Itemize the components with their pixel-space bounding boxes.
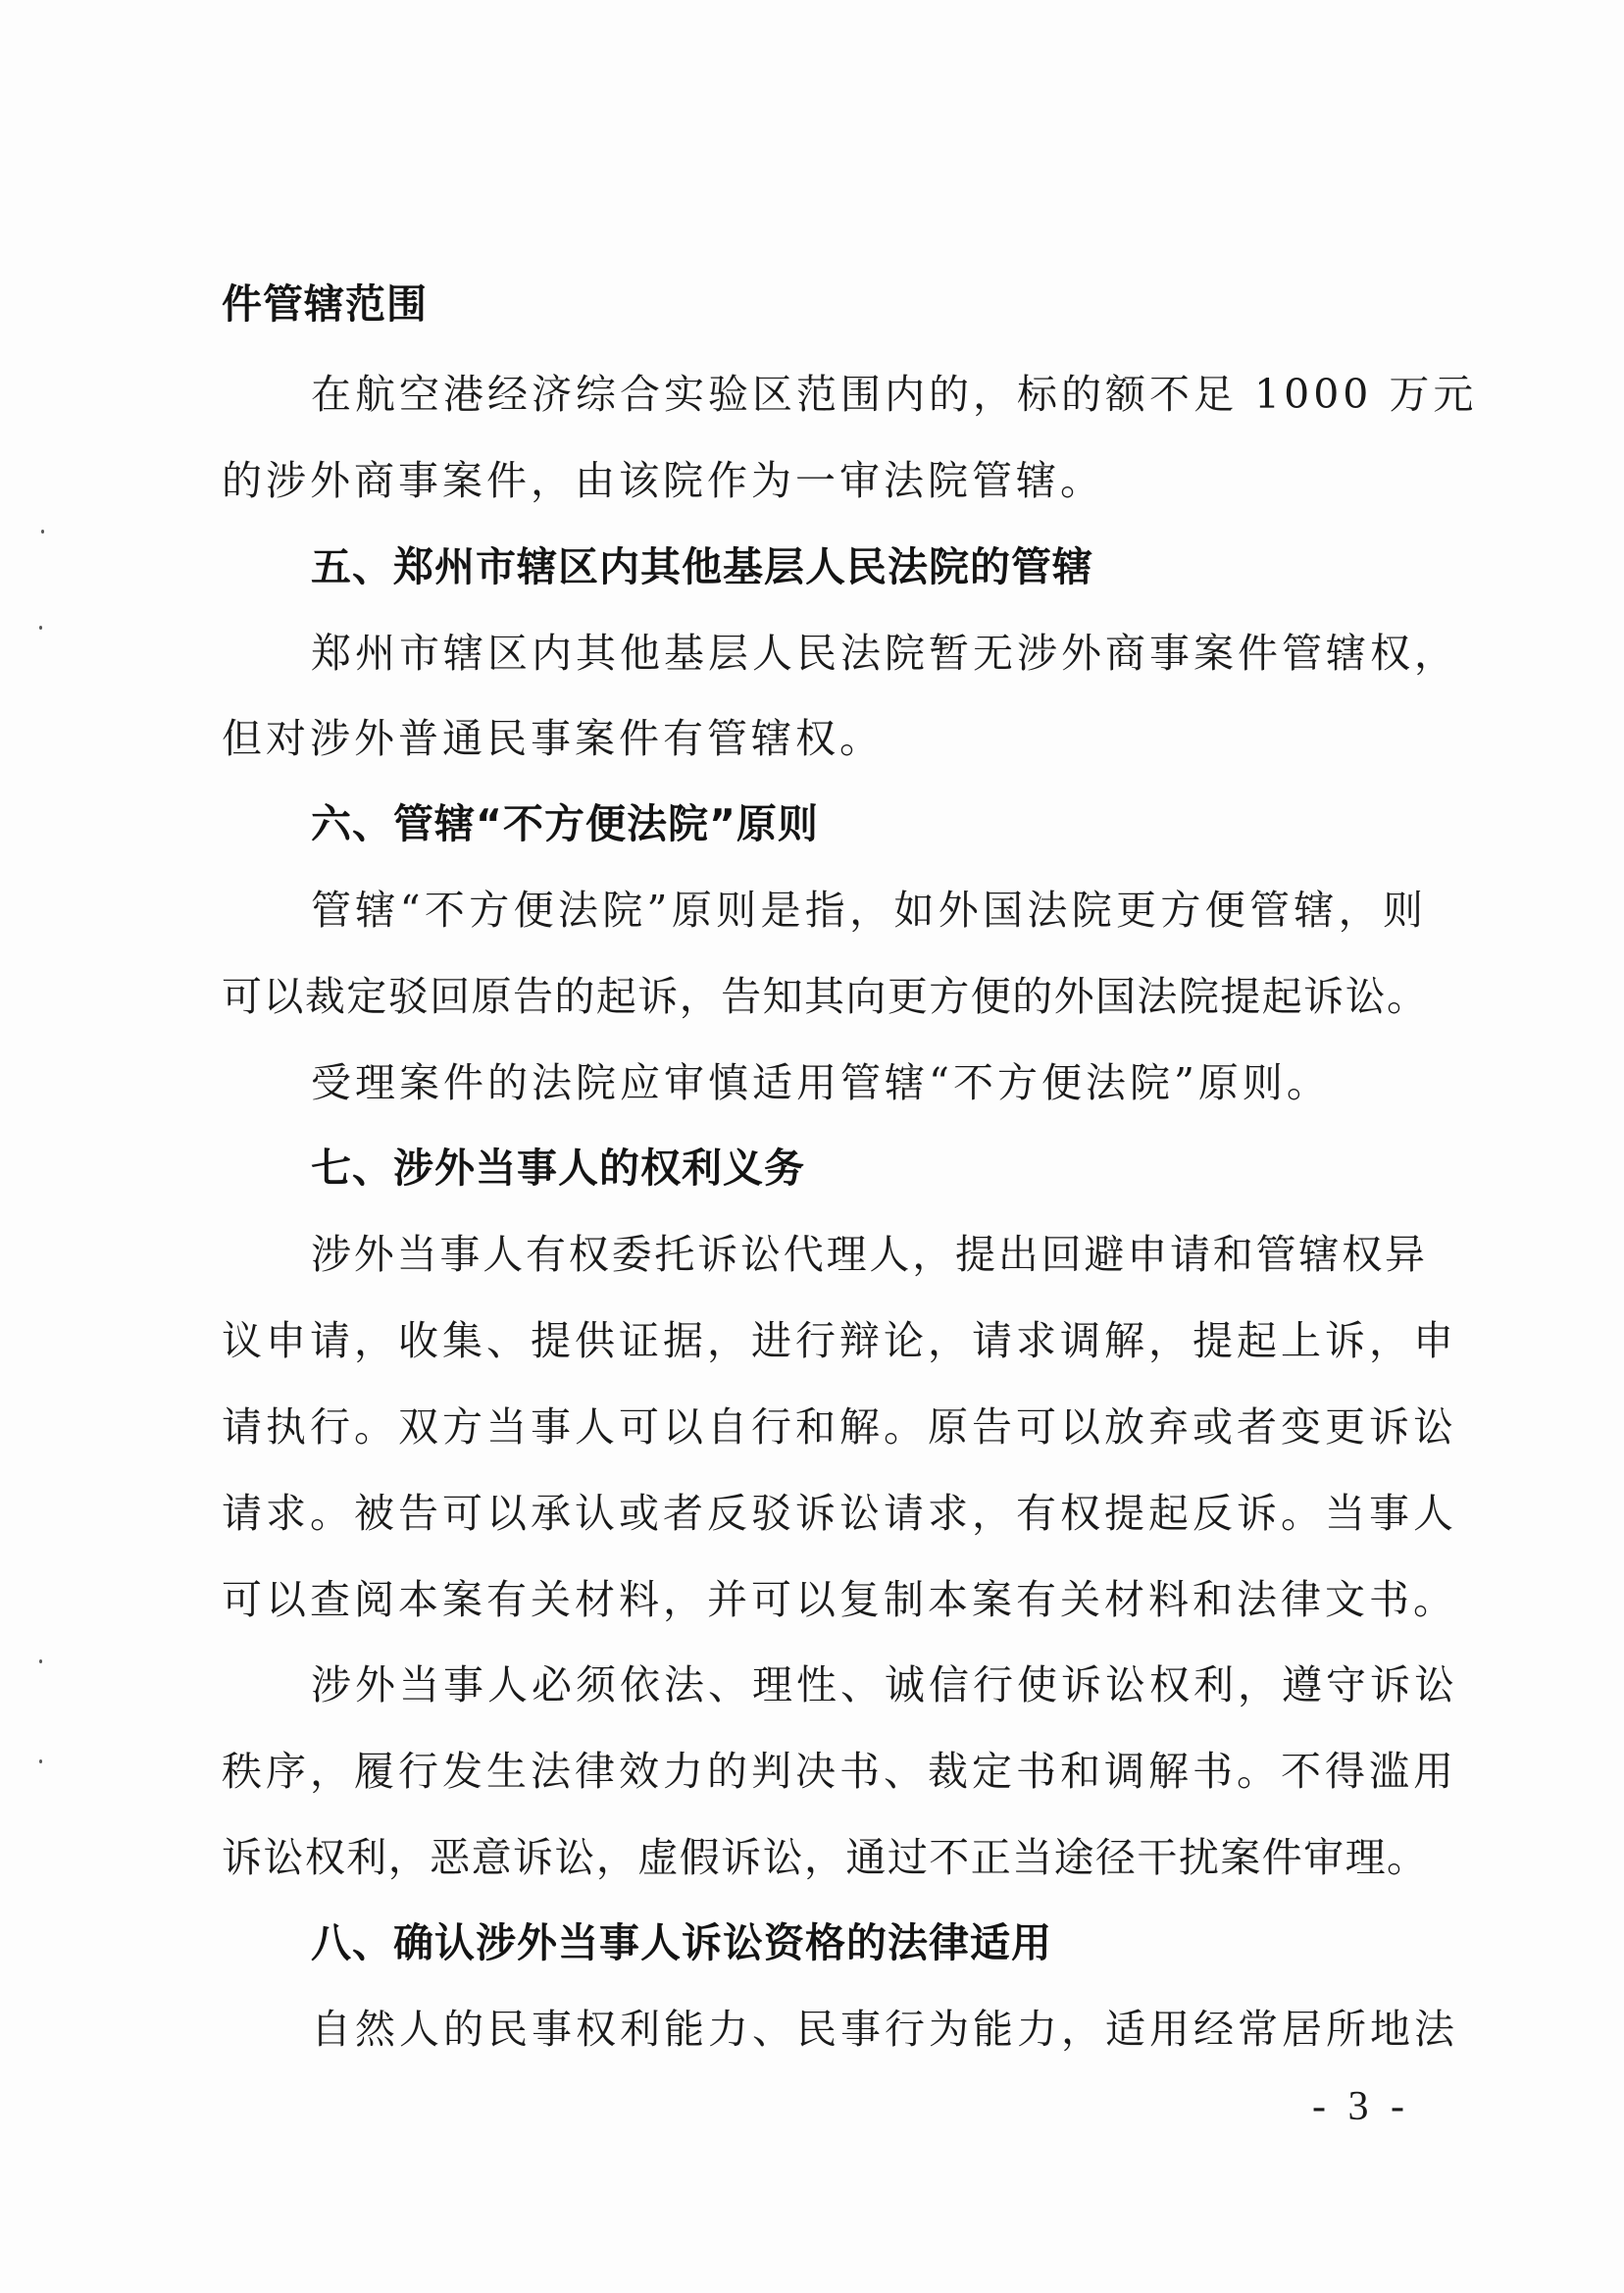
paragraph-line: 自然人的民事权利能力、民事行为能力，适用经常居所地法 (311, 2006, 1458, 2053)
paragraph-line: 但对涉外普通民事案件有管辖权。 (222, 715, 884, 762)
paragraph-line: 诉讼权利，恶意诉讼，虚假诉讼，通过不正当途径干扰案件审理。 (222, 1834, 1427, 1881)
paragraph-line: 秩序，履行发生法律效力的判决书、裁定书和调解书。不得滥用 (222, 1748, 1457, 1795)
section-heading-8: 八、确认涉外当事人诉讼资格的法律适用 (311, 1919, 1052, 1966)
paragraph-line: 可以裁定驳回原告的起诉，告知其向更方便的外国法院提起诉讼。 (222, 973, 1427, 1020)
paragraph-line: 涉外当事人必须依法、理性、诚信行使诉讼权利，遵守诉讼 (311, 1661, 1458, 1708)
scan-speck (39, 1659, 42, 1663)
scan-speck (39, 626, 42, 630)
section-heading-5: 五、郑州市辖区内其他基层人民法院的管辖 (311, 543, 1093, 590)
paragraph-line: 在航空港经济综合实验区范围内的，标的额不足 1000 万元 (311, 371, 1478, 418)
paragraph-line: 议申请，收集、提供证据，进行辩论，请求调解，提起上诉，申 (222, 1317, 1457, 1364)
section-heading-6: 六、管辖“不方便法院”原则 (311, 800, 819, 847)
paragraph-line: 受理案件的法院应审慎适用管辖“不方便法院”原则。 (311, 1059, 1331, 1106)
section-heading-7: 七、涉外当事人的权利义务 (311, 1145, 805, 1192)
section-heading-continued: 件管辖范围 (222, 280, 428, 328)
paragraph-line: 请求。被告可以承认或者反驳诉讼请求，有权提起反诉。当事人 (222, 1490, 1457, 1537)
paragraph-line: 请执行。双方当事人可以自行和解。原告可以放弃或者变更诉讼 (222, 1403, 1457, 1451)
scan-speck (39, 1759, 42, 1763)
page-number: - 3 - (1312, 2084, 1410, 2129)
paragraph-line: 涉外当事人有权委托诉讼代理人，提出回避申请和管辖权异 (311, 1231, 1427, 1278)
paragraph-line: 管辖“不方便法院”原则是指，如外国法院更方便管辖，则 (311, 887, 1427, 934)
paragraph-line: 的涉外商事案件，由该院作为一审法院管辖。 (222, 457, 1104, 504)
scan-speck (41, 530, 44, 534)
paragraph-line: 郑州市辖区内其他基层人民法院暂无涉外商事案件管辖权， (311, 630, 1458, 677)
paragraph-line: 可以查阅本案有关材料，并可以复制本案有关材料和法律文书。 (222, 1576, 1457, 1623)
